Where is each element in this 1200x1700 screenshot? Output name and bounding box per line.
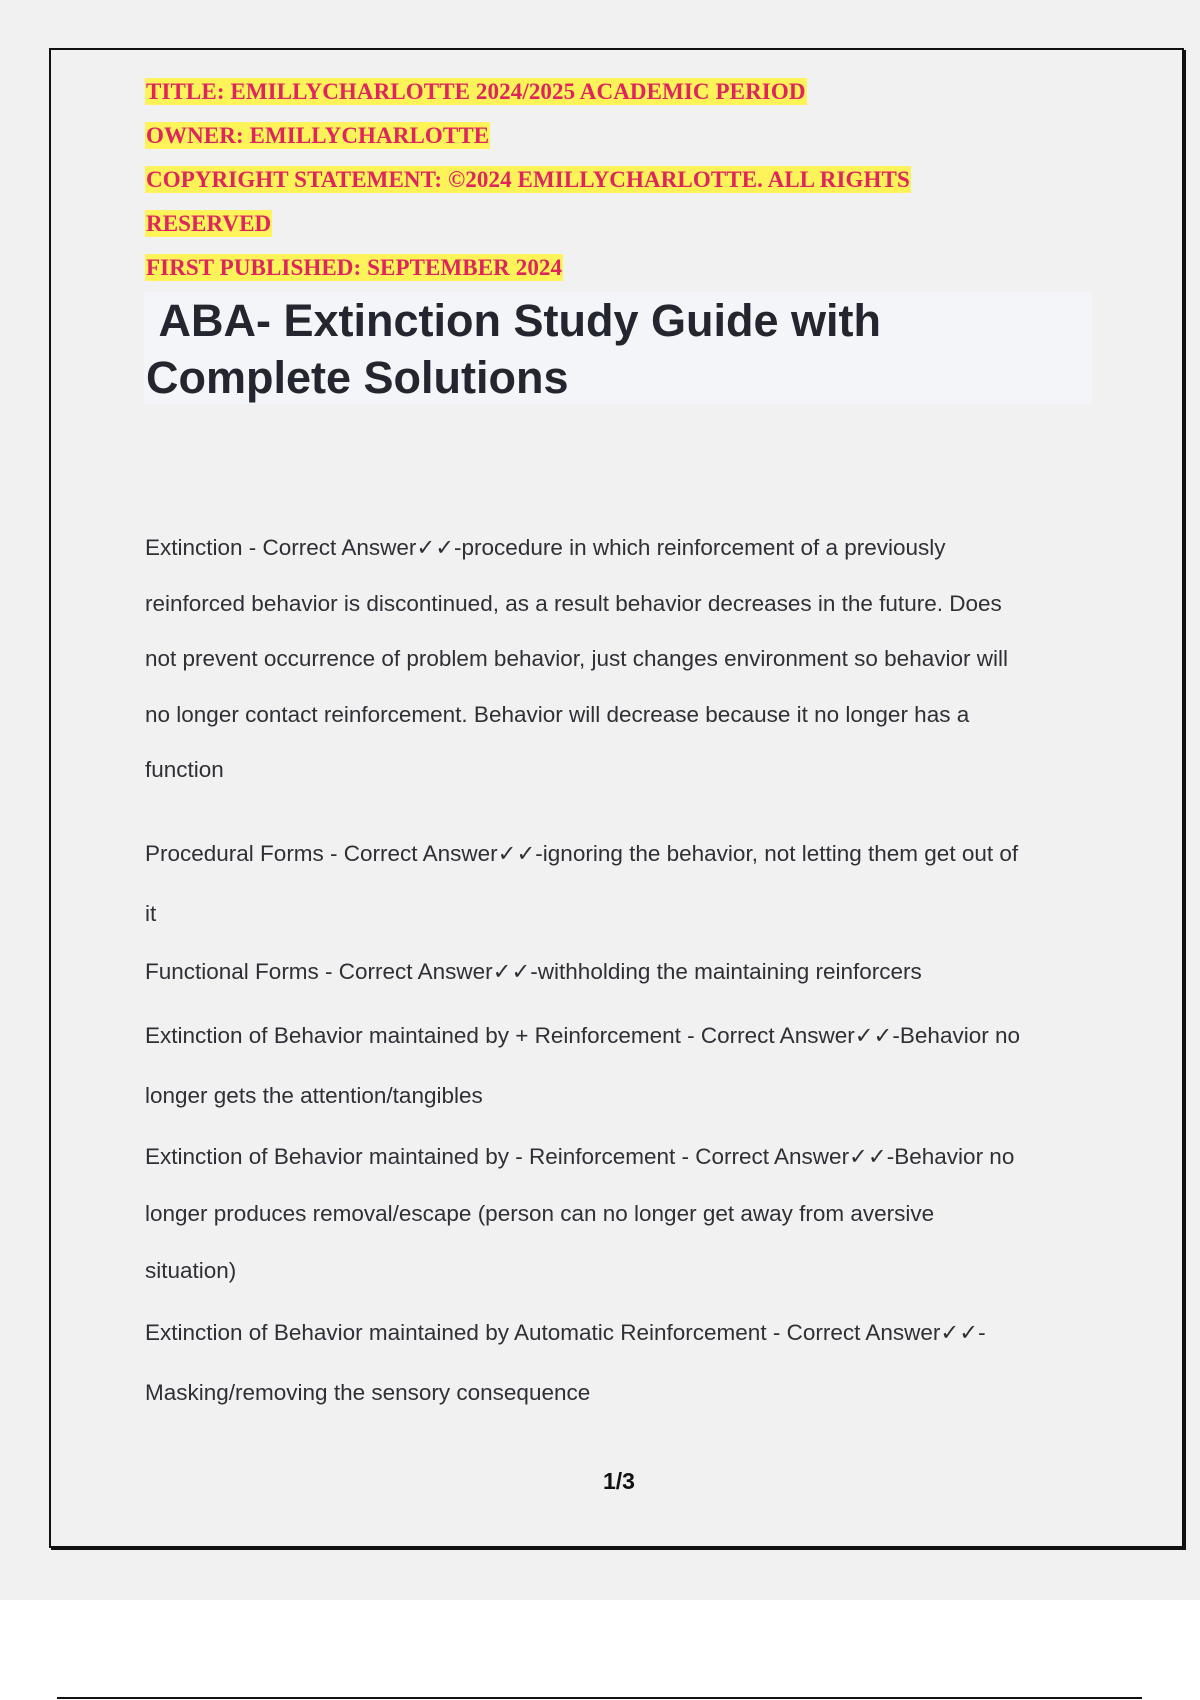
qa-line: longer gets the attention/tangibles: [145, 1083, 483, 1108]
header-copyright-line: COPYRIGHT STATEMENT: ©2024 EMILLYCHARLOTTE. ALL RIGHTS: [146, 167, 910, 192]
qa-line: Functional Forms - Correct Answer✓✓-withholding the maintaining reinforcers: [145, 959, 922, 984]
qa-entry-negative-reinforcement: [145, 1128, 1014, 1299]
qa-line: Extinction of Behavior maintained by Automatic Reinforcement - Correct Answer✓✓-: [145, 1320, 986, 1345]
qa-line: Extinction of Behavior maintained by + Reinforcement - Correct Answer✓✓-Behavior no: [145, 1023, 1020, 1048]
qa-line: Masking/removing the sensory consequence: [145, 1380, 591, 1405]
header-published-line: FIRST PUBLISHED: SEPTEMBER 2024: [146, 255, 563, 280]
qa-line: function: [145, 757, 224, 782]
qa-entry-automatic-reinforcement: [145, 1303, 986, 1423]
qa-entry-extinction: [145, 520, 1008, 798]
qa-line: situation): [145, 1258, 237, 1283]
qa-line: longer produces removal/escape (person can no longer get away from aversive: [145, 1201, 935, 1226]
header-title-line: TITLE: EMILLYCHARLOTTE 2024/2025 ACADEMIC PERIOD: [146, 79, 806, 104]
qa-entry-positive-reinforcement: [145, 1006, 1020, 1126]
qa-line: no longer contact reinforcement. Behavior will decrease because it no longer has a: [145, 701, 970, 727]
qa-line: Extinction - Correct Answer✓✓-procedure in which reinforcement of a previously: [145, 535, 946, 560]
page-number: 1/3: [603, 1468, 635, 1494]
qa-line: Procedural Forms - Correct Answer✓✓-ignoring the behavior, not letting them get out of: [145, 841, 1019, 866]
header-copyright-line-continued: RESERVED: [146, 211, 272, 236]
copyright-header: [145, 70, 1105, 290]
qa-line: it: [145, 901, 157, 926]
title-box: [144, 292, 1092, 404]
qa-line: not prevent occurrence of problem behavior, just changes environment so behavior will: [145, 646, 1008, 671]
qa-line: Extinction of Behavior maintained by - Reinforcement - Correct Answer✓✓-Behavior no: [145, 1144, 1015, 1169]
qa-line: reinforced behavior is discontinued, as a result behavior decreases in the future. Does: [145, 590, 1002, 616]
header-owner-line: OWNER: EMILLYCHARLOTTE: [146, 123, 490, 148]
bottom-divider: [57, 1697, 1142, 1699]
qa-entry-procedural-forms: [145, 824, 1018, 944]
qa-entry-functional-forms: [145, 942, 922, 1002]
document-title: ABA- Extinction Study Guide with Complete Solutions: [146, 295, 881, 403]
